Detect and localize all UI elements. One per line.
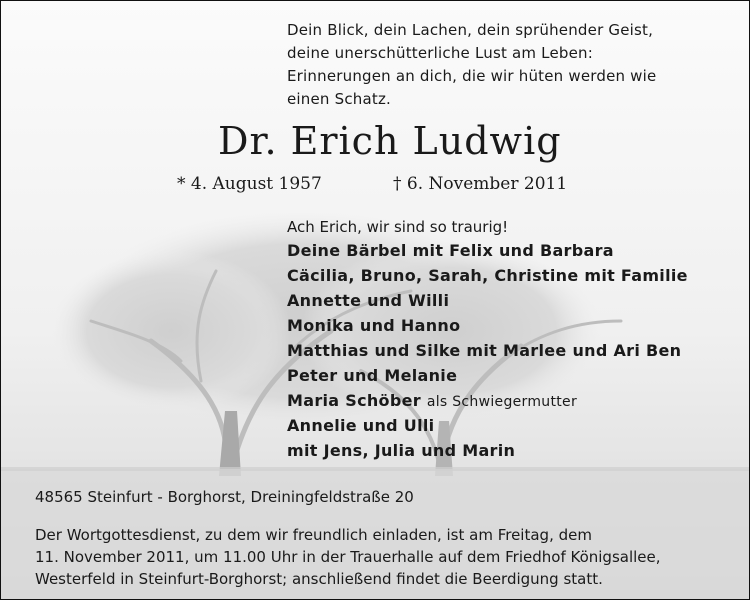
mourner-line: Annelie und Ulli: [287, 416, 435, 435]
mourner-line: Peter und Melanie: [287, 366, 458, 385]
mourner-note: als Schwiegermutter: [426, 394, 578, 410]
mourner-line: Maria Schöber als Schwiegermutter: [287, 391, 578, 410]
mourner-line: Monika und Hanno: [287, 316, 461, 335]
verse-line: Dein Blick, dein Lachen, dein sprühender Geist,: [287, 21, 654, 39]
birth-date: * 4. August 1957: [177, 174, 322, 194]
service-info-line: 11. November 2011, um 11.00 Uhr in der Trauerhalle auf dem Friedhof Königsallee,: [35, 548, 661, 566]
death-date: † 6. November 2011: [393, 174, 568, 194]
mourners-intro: Ach Erich, wir sind so traurig!: [287, 218, 509, 236]
mourner-line: Annette und Willi: [287, 291, 450, 310]
deceased-name: Dr. Erich Ludwig: [218, 119, 562, 163]
address: 48565 Steinfurt - Borghorst, Dreiningfeldstraße 20: [35, 488, 414, 506]
tree-crown-left: [51, 251, 291, 411]
service-info-line: Westerfeld in Steinfurt-Borghorst; anschließend findet die Beerdigung statt.: [35, 570, 603, 588]
mourner-line: Matthias und Silke mit Marlee und Ari Ben: [287, 341, 682, 360]
verse-line: deine unerschütterliche Lust am Leben:: [287, 44, 594, 62]
horizon-line: [1, 467, 749, 471]
mourner-line: Cäcilia, Bruno, Sarah, Christine mit Familie: [287, 266, 688, 285]
service-info-line: Der Wortgottesdienst, zu dem wir freundlich einladen, ist am Freitag, dem: [35, 526, 592, 544]
mourner-line: Deine Bärbel mit Felix und Barbara: [287, 241, 614, 260]
verse-line: Erinnerungen an dich, die wir hüten werden wie: [287, 67, 657, 85]
mourner-line: mit Jens, Julia und Marin: [287, 441, 516, 460]
verse-line: einen Schatz.: [287, 90, 391, 108]
